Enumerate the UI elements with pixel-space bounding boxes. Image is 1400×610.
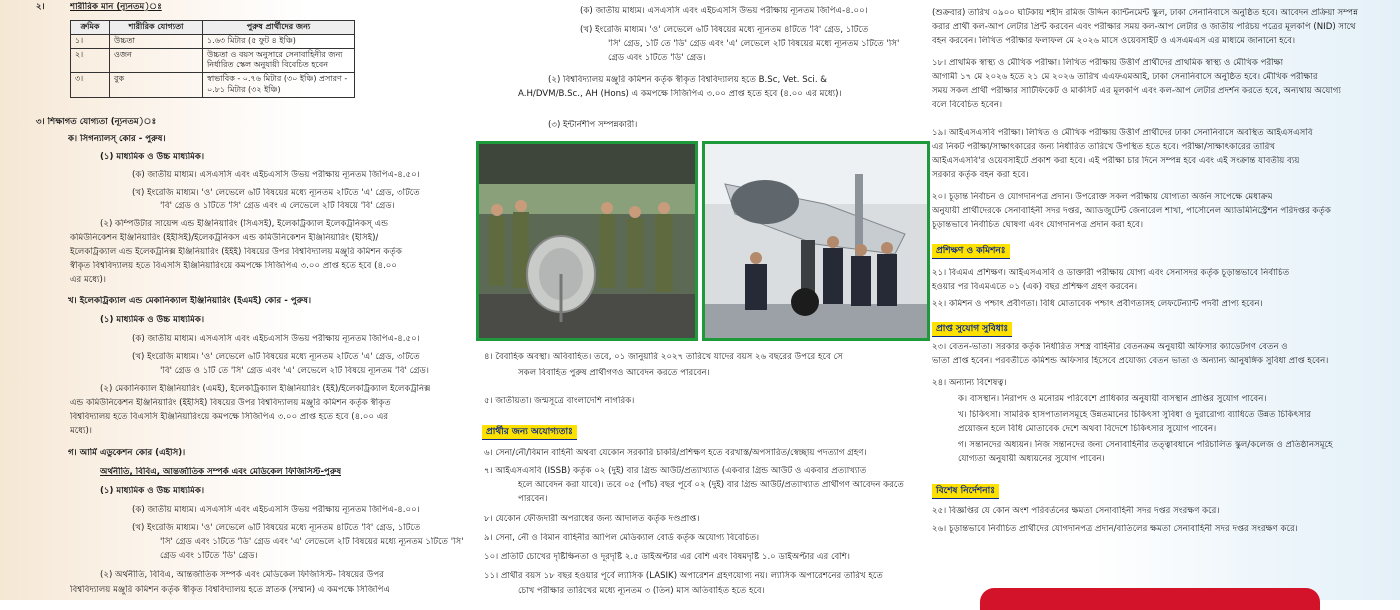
table-cell: ৩। [71, 73, 110, 98]
text-line: ৭। আইএসএসবি (ISSB) কর্তৃক ০২ (দুই) বার গ্রিন্ড আউট/প্রত্যাখ্যাত (একবার গ্রিন্ড আউট ও একবার প্রত্যাখ্যাত [484, 466, 867, 476]
table-cell: বুক [110, 73, 203, 98]
text-line: হওয়ার পর বিএমএতে ০১ (এক) বছর প্রশিক্ষণ গ্রহণ করবেন। [932, 282, 1138, 292]
table-row [71, 73, 355, 98]
section-heading-benefits: প্রাপ্ত সুযোগ সুবিধাঃ [932, 322, 1012, 337]
text-line: ইলেকট্রিক্যাল এন্ড ইলেকট্রনিক্স ইঞ্জিনিয়ারিং (ইইই) বিষয়ের উপর বিশ্ববিদ্যালয় মঞ্জুরি কমিশন কর্তৃক [70, 247, 402, 257]
item-2-title: শারীরিক মান (ন্যূনতম)ঃ [70, 2, 162, 12]
item-2-number: ২। [36, 2, 45, 12]
education-heading: ৩। শিক্ষাগত যোগ্যতা (ন্যূনতম)ঃ [36, 117, 157, 127]
column-middle [476, 0, 928, 600]
aircraft-maintenance-photo [702, 141, 930, 341]
text-line: 'বি' গ্রেড ও ১টিতে 'সি' গ্রেড এবং এ লেভেলে ২টি বিষয়ে 'বি' গ্রেড। [160, 201, 395, 211]
text-line: (১) মাধ্যমিক ও উচ্চ মাধ্যমিক। [100, 486, 205, 496]
column-left [28, 0, 468, 600]
text-line: প্রয়োজন হলে বিধি মোতাবেক দেশে অথবা বিদেশে চিকিৎসার সুযোগ পাবেন। [958, 424, 1217, 434]
text-line: ২৩। বেতন-ভাতা। সরকার কর্তৃক নির্ধারিত সশস্ত্র বাহিনীর বেতনক্রম অনুযায়ী অফিসার ক্যাডেটগণ বেতন ও [932, 342, 1288, 352]
text-line: খ। চিকিৎসা। সামরিক হাসপাতালসমূহে উন্নতমানের চিকিৎসা সুবিধা ও দুরারোগ্য ব্যাধিতে উন্নত চিকিৎসার [958, 410, 1312, 420]
text-line: A.H/DVM/B.Sc., AH (Hons) এ কমপক্ষে সিজিপিএ ৩.০০ প্রাপ্ত হতে হবে (৪.০০ এর মধ্যে)। [518, 89, 842, 99]
text-line: হলে আবেদন করা যাবে)। তবে ০৫ (পাঁচ) বছর পূর্বে ০২ (দুই) বার গ্রিন্ড আউট/প্রত্যাখ্যাত প্রার্থীগণ আবেদন করতে [518, 480, 904, 490]
table-cell: উচ্চতা [110, 34, 203, 48]
table-cell: ১.৬৩ মিটার (৫ ফুট ৪ ইঞ্চি) [203, 34, 355, 48]
text-line: ২৬। চূড়ান্তভাবে নির্বাচিত প্রার্থীদের যোগদানপত্র প্রদান/বাতিলের ক্ষমতা সেনাবাহিনী সদর দপ্তর সংরক্ষণ করে। [932, 524, 1298, 534]
table-row [71, 48, 355, 73]
text-line: ৬। সেনা/নৌ/বিমান বাহিনী অথবা যেকোন সরকারি চাকরি/প্রশিক্ষণ হতে বরখাস্ত/অপসারিত/স্বেচ্ছায় পদত্যাগ গ্রহণ। [484, 448, 867, 458]
text-line: 'সি' গ্রেড এবং ১টিতে 'ডি' গ্রেড এবং 'এ' লেভেলে ২টি বিষয়ের মধ্যে ন্যূনতম ১টিতে 'সি' [160, 537, 464, 547]
text-line: ২৪। অন্যান্য বিশেষত্ব। [932, 378, 1007, 388]
nationality-line: ৫। জাতীয়তা। জন্মসূত্রে বাংলাদেশি নাগরিক। [484, 396, 635, 406]
text-line: ভাতা প্রাপ্ত হবেন। পরবর্তীতে কমিশন্ড অফিসার হিসেবে প্রযোজ্য বেতন ভাতা ও অন্যান্য আনুষঙ্গিক সুবিধা প্রাপ্ত হবেন। [932, 356, 1329, 366]
text-line: ১৯। আইএসএসবি পরীক্ষা। লিখিত ও মৌখিক পরীক্ষায় উত্তীর্ণ প্রার্থীদের ঢাকা সেনানিবাসে অবস্থিত আইএসএসবি [932, 128, 1313, 138]
text-line: (২) অর্থনীতি, বিবিএ, আন্তর্জাতিক সম্পর্ক এবং মেডিকেল ফিজিসিস্ট- বিষয়ের উপর [100, 570, 384, 580]
text-line: গ্রেড এবং ১টিতে 'ডি' গ্রেড। [160, 551, 258, 561]
table-cell: ২। [71, 48, 110, 73]
text-line: (ক) জাতীয় মাধ্যম। এসএসসি এবং এইচএসসি উভয় পরীক্ষায় ন্যূনতম জিপিএ-৪.০০। [132, 505, 420, 515]
text-line: পারবেন। [518, 494, 548, 504]
column-right [932, 0, 1372, 600]
text-line: যোগ্যতা অনুযায়ী অধ্যয়নের সুযোগ পাবেন। [958, 454, 1105, 464]
text-line: (ক) জাতীয় মাধ্যম। এসএসসি এবং এইচএসসি উভয় পরীক্ষায় ন্যূনতম জিপিএ-৪.০০। [580, 6, 868, 16]
text-line: চূড়ান্তভাবে নির্বাচিত ঘোষণা এবং যোগদানপত্র প্রদান করা হবে। [932, 220, 1144, 230]
text-line: গ্রেড এবং ১টিতে 'ডি' গ্রেড। [608, 53, 706, 63]
aec-subjects-heading: অর্থনীতি, বিবিএ, আন্তর্জাতিক সম্পর্ক এবং মেডিকেল ফিজিসিস্ট-পুরুষ [100, 467, 342, 477]
section-heading-special-instructions: বিশেষ নির্দেশনাঃ [932, 484, 999, 499]
text-line: 'সি' গ্রেড, ১টি তে 'ডি' গ্রেড এবং 'এ' লেভেলে ২টি বিষয়ের মধ্যে ন্যূনতম ১টিতে 'সি' [608, 39, 900, 49]
signals-corps-heading: ক। সিগন্যালস্ কোর - পুরুষ। [68, 134, 166, 144]
table-cell: ১। [71, 34, 110, 48]
table-header: ক্রমিক [71, 21, 110, 35]
text-line: এর মধ্যে)। [70, 275, 106, 285]
text-line: এর নিকট পরীক্ষা/সাক্ষাৎকারের জন্য নির্ধারিত তারিখে উপস্থিত হতে হবে। পরীক্ষা/সাক্ষাৎকারের তারিখ [932, 142, 1276, 152]
text-line: (২) মেকানিক্যাল ইঞ্জিনিয়ারিং (এমই), ইলেকট্রিক্যাল ইঞ্জিনিয়ারিং (ইই)/ইলেকট্রিক্যাল ইলেকট্রনিক্স [100, 384, 431, 394]
text-line: করার প্রার্থী কল-আপ লেটার প্রিন্ট করবেন এবং পরীক্ষার সময় কল-আপ লেটার ও জাতীয় পরিচয় পত্রের মূলকপি (NID) সাথে [932, 22, 1356, 32]
text-line: আইএসএসবি'র ওয়েবসাইটে প্রকাশ করা হবে। এই পরীক্ষা চার দিনে সম্পন্ন হবে এবং এই সংক্রান্ত যাবতীয় ব্যয় [932, 156, 1300, 166]
text-line: (১) মাধ্যমিক ও উচ্চ মাধ্যমিক। [100, 152, 205, 162]
section-heading-training: প্রশিক্ষণ ও কমিশনঃ [932, 244, 1010, 259]
text-line: অনুযায়ী প্রার্থীদেরকে সেনাবাহিনী সদর দপ্তর, অ্যাডজুটেন্ট জেনারেল শাখা, পার্সোনেল অ্যাডমিনিস্ট্রেশন পরিদপ্তর কর্তৃক [932, 206, 1331, 216]
table-row [71, 34, 355, 48]
table-cell: স্বাভাবিক - ০.৭৬ মিটার (৩০ ইঞ্চি) প্রসারণ - ০.৮১ মিটার (৩২ ইঞ্চি) [203, 73, 355, 98]
section-heading-disqualifications: প্রার্থীর জন্য অযোগ্যতাঃ [482, 425, 577, 440]
eme-corps-heading: খ। ইলেকট্রিক্যাল এন্ড মেকানিক্যাল ইঞ্জিনিয়ারিং (ইএমই) কোর - পুরুষ। [68, 296, 312, 306]
text-line: ক। বাসস্থান। নিরাপদ ও মনোরম পরিবেশে প্রাধিকার অনুযায়ী বাসস্থান প্রাপ্তির সুযোগ পাবেন। [958, 394, 1267, 404]
text-line: (ক) জাতীয় মাধ্যম। এসএসসি এবং এইচএসসি উভয় পরীক্ষায় ন্যূনতম জিপিএ-৪.৫০। [132, 170, 420, 180]
text-line: ১১। প্রার্থীর বয়স ১৮ বছর হওয়ার পূর্বে ল্যাসিক (LASIK) অপারেশন গ্রহণযোগ্য নয়। ল্যাসিক অপারেশনের তারিখ হতে [484, 571, 883, 581]
text-line: ১৮। প্রাথমিক স্বাস্থ্য ও মৌখিক পরীক্ষা। লিখিত পরীক্ষায় উত্তীর্ণ প্রার্থীদের প্রাথমিক স্বাস্থ্য ও মৌখিক পরীক্ষা [932, 58, 1284, 68]
text-line: বলে বিবেচিত হবেন। [932, 100, 1003, 110]
text-line: ৯। সেনা, নৌ ও বিমান বাহিনীর আপিল মেডিক্যাল বোর্ড কর্তৃক অযোগ্য বিবেচিত। [484, 533, 760, 543]
cadets-illustration [479, 144, 695, 338]
aec-corps-heading: গ। আর্মি এডুকেশন কোর (এইসি)। [68, 448, 186, 458]
text-line: মধ্যে)। [70, 426, 92, 436]
text-line: (খ) ইংরেজি মাধ্যম। 'ও' লেভেলে ৬টি বিষয়ের মধ্যে ন্যূনতম ২টিতে 'এ' গ্রেড, ৩টিতে [132, 188, 420, 198]
text-line: বিশ্ববিদ্যালয় মঞ্জুরি কমিশন কর্তৃক স্বীকৃত বিশ্ববিদ্যালয় হতে স্নাতক (সম্মান) এ কমপক্ষে সিজিপিএ [70, 585, 391, 595]
text-line: কমিউনিকেশন ইঞ্জিনিয়ারিং (ইইসিই)/ইলেকট্রনিকস এন্ড কমিউনিকেশন ইঞ্জিনিয়ারিং (ইসিই)/ [70, 233, 379, 243]
text-line: ২০। চূড়ান্ত নির্বাচন ও যোগদানপত্র প্রদান। উপরোক্ত সকল পরীক্ষায় যোগ্যতা অর্জন সাপেক্ষে মেধাক্রম [932, 192, 1273, 202]
table-header-row [71, 21, 355, 35]
cadets-with-dish-photo [476, 141, 698, 341]
text-line: আগামী ১৭ মে ২০২৬ হতে ২১ মে ২০২৬ তারিখ এএফএমআই, ঢাকা সেনানিবাসে অনুষ্ঠিত হবে। মৌখিক পরীক্ষার [932, 72, 1318, 82]
text-line: বহন করবেন। লিখিত পরীক্ষার ফলাফল মে ২০২৬ মাসে ওয়েবসাইট ও এসএমএস এর মাধ্যমে জানানো হবে। [932, 36, 1296, 46]
text-line: (খ) ইংরেজি মাধ্যম। 'ও' লেভেলে ৬টি বিষয়ের মধ্যে ন্যূনতম ২টিতে 'এ' গ্রেড, ৩টিতে [132, 352, 420, 362]
text-line: চোখ পরীক্ষার তারিখের মধ্যে ন্যূনতম ৩ (তিন) মাস অতিবাহিত হতে হবে। [518, 586, 765, 596]
text-line: ২১। বিএমএ প্রশিক্ষণ। আইএসএসবি ও ডাক্তারী পরীক্ষায় যোগ্য এবং সেনাসদর কর্তৃক চূড়ান্তভাবে নির্বাচিত [932, 268, 1290, 278]
text-line: গ। সন্তানদের অধ্যয়ন। নিজ সন্তানদের জন্য সেনাবাহিনীর তত্ত্বাবধানে পরিচালিত স্কুল/কলেজ ও প্রতিষ্ঠানসমূহে [958, 440, 1333, 450]
text-line: 'বি' গ্রেড ও ১টি তে 'সি' গ্রেড এবং 'এ' লেভেলে ২টি বিষয়ে ন্যূনতম 'বি' গ্রেড। [160, 366, 429, 376]
text-line: এন্ড কমিউনিকেশন ইঞ্জিনিয়ারিং (ইইসিই) বিষয়ের উপর বিশ্ববিদ্যালয় মঞ্জুরি কমিশন কর্তৃক স্বীকৃত [70, 398, 391, 408]
table-header: পুরুষ প্রার্থীদের জন্য [203, 21, 355, 35]
aircraft-illustration [705, 144, 927, 338]
text-line: (২) বিশ্ববিদ্যালয় মঞ্জুরি কমিশন কর্তৃক স্বীকৃত বিশ্ববিদ্যালয় হতে B.Sc, Vet. Sci. & [548, 75, 827, 85]
text-line: ৮। যেকোন ফৌজদারী অপরাধের জন্য আদালত কর্তৃক দণ্ডপ্রাপ্ত। [484, 514, 700, 524]
text-line: স্বীকৃত বিশ্ববিদ্যালয় হতে বিএসসি ইঞ্জিনিয়ারিংয়ে কমপক্ষে সিজিপিএ ৩.০০ প্রাপ্ত হতে হবে (৪.০০ [70, 261, 397, 271]
text-line: (২) কম্পিউটার সায়েন্স এন্ড ইঞ্জিনিয়ারিং (সিএসই), ইলেকট্রিক্যাল ইলেকট্রনিকস্ এন্ড [100, 219, 388, 229]
table-header: শারীরিক যোগ্যতা [110, 21, 203, 35]
text-line: সরকার কর্তৃক বহন করা হবে। [932, 170, 1029, 180]
text-line: (৩) ইন্টার্নশীপ সম্পন্নকারী। [548, 120, 638, 130]
text-line: ১০। প্রতিটি চোখের দৃষ্টিক্ষিনতা ও দূরদৃষ্টি ২.৫ ডাইঅপ্টার এর বেশি এবং বিষমদৃষ্টি ১.০ ডাইঅপ্টার এর বেশি। [484, 552, 850, 562]
marital-status-line: ৪। বৈবাহিক অবস্থা। অবিবাহিত। তবে, ০১ জানুয়ারি ২০২৭ তারিখে যাদের বয়স ২৬ বছরের উপরে হবে সে [484, 352, 843, 362]
text-line: ২২। কমিশন ও পশ্চাৎ প্রবীণতা। বিধি মোতাবেক পশ্চাৎ প্রবীণতাসহ লেফটেন্যান্ট পদবী প্রাপ্য হবেন। [932, 299, 1263, 309]
text-line: (শুক্রবার) তারিখ ০৯০০ ঘটিকায় শহীদ রমিজ উদ্দিন ক্যান্টনমেন্ট স্কুল, ঢাকা সেনানিবাসে অনুষ্ঠিত হবে। আবেদন প্রক্রিয়া সম্পন্ন [932, 8, 1359, 18]
table-cell: উচ্চতা ও বয়স অনুসারে সেনাবাহিনীর জন্য নির্ধারিত স্কেল অনুযায়ী বিবেচিত হবেন [203, 48, 355, 73]
text-line: সকল বিবাহিত পুরুষ প্রার্থীগণও আবেদন করতে পারবেন। [518, 368, 710, 378]
text-line: সময় সকল প্রার্থী পরীক্ষার সার্টিফিকেট ও মার্কসিট এর মূলকপি এবং কল-আপ লেটার প্রদর্শন করতে হবে, অন্যথায় অযোগ্য [932, 86, 1341, 96]
text-line: (ক) জাতীয় মাধ্যম। এসএসসি এবং এইচএসসি উভয় পরীক্ষায় ন্যূনতম জিপিএ-৪.৫০। [132, 334, 420, 344]
text-line: (খ) ইংরেজি মাধ্যম। 'ও' লেভেলে ৬টি বিষয়ের মধ্যে ন্যূনতম ৪টিতে 'বি' গ্রেড, ১টিতে [132, 523, 421, 533]
physical-standard-table [70, 20, 355, 98]
table-cell: ওজন [110, 48, 203, 73]
text-line: ২৫। বিজ্ঞপ্তির যে কোন অংশ পরিবর্তনের ক্ষমতা সেনাবাহিনী সদর দপ্তর সংরক্ষণ করে। [932, 506, 1220, 516]
text-line: বিশ্ববিদ্যালয় হতে বিএসসি ইঞ্জিনিয়ারিংয়ে কমপক্ষে সিজিপিএ ৩.০০ প্রাপ্ত হতে হবে (৪.০০ এর [70, 412, 389, 422]
text-line: (১) মাধ্যমিক ও উচ্চ মাধ্যমিক। [100, 315, 205, 325]
text-line: (খ) ইংরেজি মাধ্যম। 'ও' লেভেলে ৬টি বিষয়ের মধ্যে ন্যূনতম ৪টিতে 'বি' গ্রেড, ১টিতে [580, 25, 869, 35]
